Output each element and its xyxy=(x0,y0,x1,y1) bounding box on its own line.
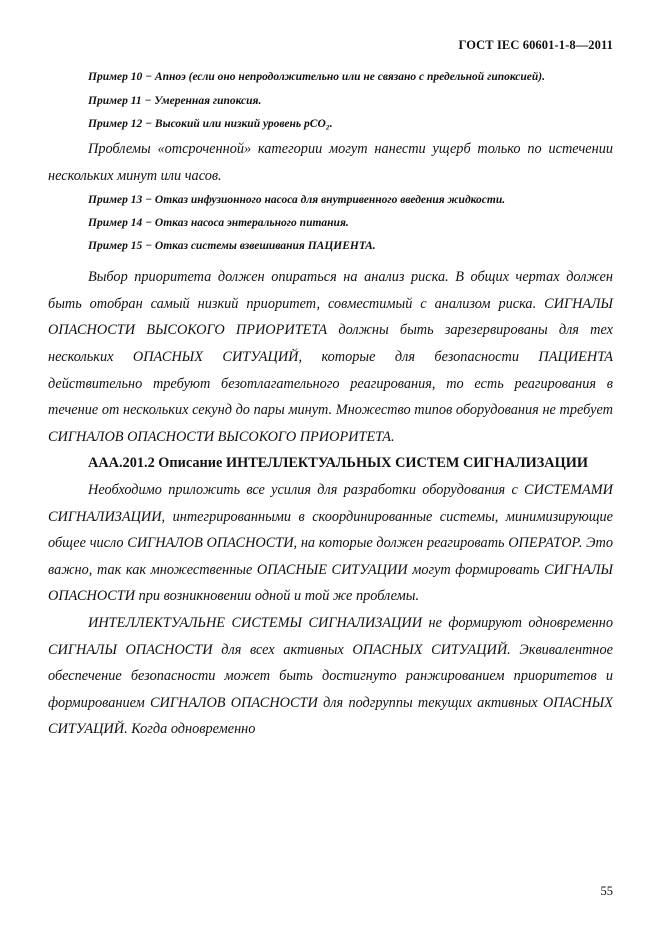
paragraph-integration: Необходимо приложить все усилия для разработки оборудования с СИСТЕМАМИ СИГНАЛИЗАЦИИ, интегрированными в скоординированные системы, минимизирующие общее число СИГНАЛОВ ОПАСНОСТИ, на которые должен реагировать ОПЕРАТОР. Это важно, так как множественные ОПАСНЫЕ СИТУАЦИИ могут формировать СИГНАЛЫ ОПАСНОСТИ при возникновении одной и той же проблемы. xyxy=(48,481,613,605)
example-15: Пример 15 − Отказ системы взвешивания ПАЦИЕНТА. xyxy=(88,240,376,253)
example-11: Пример 11 − Умеренная гипоксия. xyxy=(88,95,262,107)
example-14: Пример 14 − Отказ насоса энтерального питания. xyxy=(88,217,349,230)
paragraph-intelligent-systems: ИНТЕЛЛЕКТУАЛЬНЕ СИСТЕМЫ СИГНАЛИЗАЦИИ не формируют одновременно СИГНАЛЫ ОПАСНОСТИ для всех активных ОПАСНЫХ СИТУАЦИЙ. Эквивалентное обеспечение безопасности может быть достигнуто ранжированием приоритетов и формированием СИГНАЛОВ ОПАСНОСТИ для подгруппы текущих активных ОПАСНЫХ СИТУАЦИЙ. Когда одновременно xyxy=(48,614,613,738)
paragraph-priority-selection: Выбор приоритета должен опираться на анализ риска. В общих чертах должен быть отобран самый низкий приоритет, совместимый с анализом риска. СИГНАЛЫ ОПАСНОСТИ ВЫСОКОГО ПРИОРИТЕТА должны быть зарезервированы для тех нескольких ОПАСНЫХ СИТУАЦИЙ, которые для безопасности ПАЦИЕНТА действительно требуют безотлагательного реагирования, то есть реагирования в течение от нескольких секунд до пары минут. Множество типов оборудования не требует СИГНАЛОВ ОПАСНОСТИ ВЫСОКОГО ПРИОРИТЕТА. xyxy=(48,269,613,445)
section-heading: ААА.201.2 Описание ИНТЕЛЛЕКТУАЛЬНЫХ СИСТЕМ СИГНАЛИЗАЦИИ xyxy=(88,455,588,472)
example-13: Пример 13 − Отказ инфузионного насоса для внутривенного введения жидкости. xyxy=(88,194,506,207)
example-12: Пример 12 − Высокий или низкий уровень pCO₂. xyxy=(88,118,333,130)
page-body xyxy=(48,66,613,743)
page-number: 55 xyxy=(600,884,613,898)
document-code-header: ГОСТ IEC 60601-1-8—2011 xyxy=(458,38,613,52)
paragraph-deferred-category: Проблемы «отсроченной» категории могут нанести ущерб только по истечении нескольких минут или часов. xyxy=(48,141,613,184)
example-10: Пример 10 − Апноэ (если оно непродолжительно или не связано с предельной гипоксией). xyxy=(88,71,545,83)
